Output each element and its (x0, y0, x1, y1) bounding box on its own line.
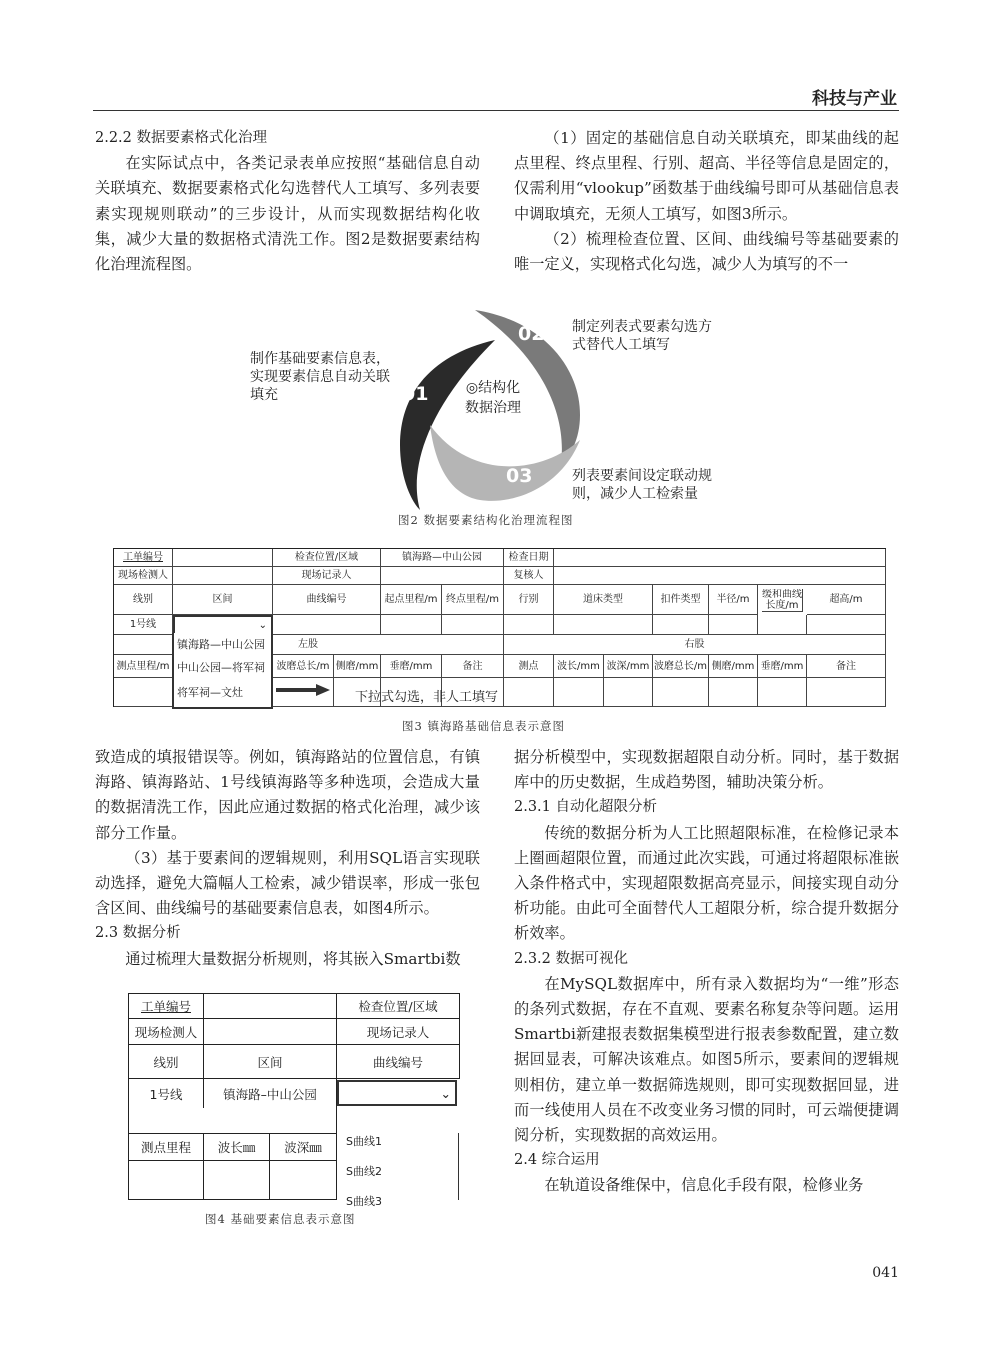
center-label: ◎结构化 数据治理 (465, 380, 521, 416)
cell: 镇海路—中山公园 (381, 549, 504, 567)
cell: 现场记录人 (336, 1018, 460, 1045)
curve-select[interactable]: ⌄ (337, 1080, 457, 1106)
arrow-right-icon (276, 683, 331, 697)
cell (114, 635, 173, 655)
cell: 线别 (128, 1044, 204, 1079)
cell (554, 567, 886, 585)
cell: 测点里程/m (114, 655, 173, 678)
cell (709, 678, 758, 707)
cell: 行别 (504, 585, 554, 615)
cell (807, 615, 886, 635)
cell (504, 615, 554, 635)
section-heading: 2.3.1 自动化超限分析 (514, 799, 658, 816)
bottom-right-column (514, 745, 899, 1199)
cell (381, 567, 504, 585)
step-03-number: 03 (506, 465, 533, 487)
cell (554, 549, 886, 567)
cell: 备注 (807, 655, 886, 678)
cell (203, 1018, 337, 1045)
cell: 起点里程/m (381, 585, 442, 615)
paragraph: （3）基于要素间的逻辑规则，利用SQL语言实现联动选择，避免大篇幅人工检索，减少错误率，形成一张包含区间、曲线编号的基础要素信息表，如图4所示。 (95, 848, 480, 918)
section-heading: 2.3.2 数据可视化 (514, 950, 629, 967)
cell: 曲线编号 (336, 1044, 460, 1079)
dropdown-note: 下拉式勾选，非人工填写 (355, 690, 499, 705)
figure-4-caption: 图4 基础要素信息表示意图 (205, 1212, 356, 1226)
cell (709, 615, 758, 635)
cell: 波长/mm (554, 655, 604, 678)
cell: 现场记录人 (273, 567, 381, 585)
section-select[interactable]: ⌄ (173, 615, 273, 635)
step-01-text: 制作基础要素信息表，实现要素信息自动关联填充 (250, 351, 390, 403)
cell: 曲线编号 (273, 585, 381, 615)
cell: 检查位置/区域 (336, 993, 460, 1019)
paragraph: （2）梳理检查位置、区间、曲线编号等基础要素的唯一定义，实现格式化勾选，减少人为填写的不一 (514, 229, 899, 274)
cell: 复核人 (504, 567, 554, 585)
cell: 道床类型 (554, 585, 653, 615)
paragraph: （1）固定的基础信息自动关联填充，即某曲线的起点里程、终点里程、行别、超高、半径等信息是固定的，仅需利用“vlookup”函数基于曲线编号即可从基础信息表中调取填充，无须人工填写，如图3所示。 (514, 129, 899, 223)
paragraph: 在实际试点中，各类记录表单应按照“基础信息自动关联填充、数据要素格式化勾选替代人工填写、多列表要素实现规则联动”的三步设计，从而实现数据结构化收集，减少大量的数据格式清洗工作。图2是数据要素结构化治理流程图。 (95, 154, 480, 274)
cell: 波磨总长/m (273, 655, 334, 678)
step-02-number: 02 (518, 323, 545, 345)
paragraph: 致造成的填报错误等。例如，镇海路站的位置信息，有镇海路、镇海路站、1号线镇海路等多种选项，会造成大量的数据清洗工作，因此应通过数据的格式化治理，减少该部分工作量。 (95, 748, 480, 842)
cell: 右股 (504, 635, 886, 655)
step-03-text: 列表要素间设定联动规则，减少人工检索量 (572, 468, 712, 502)
cell (554, 678, 604, 707)
dropdown-option[interactable]: S曲线2 (346, 1165, 382, 1178)
curve-dropdown-list (346, 1125, 382, 1218)
paragraph: 据分析模型中，实现数据超限自动分析。同时，基于数据库中的历史数据，生成趋势图，辅助决策分析。 (514, 748, 899, 792)
cell: 镇海路–中山公园 (203, 1078, 337, 1109)
cell (128, 1160, 204, 1200)
cell (758, 615, 807, 635)
figure-3-caption: 图3 镇海路基础信息表示意图 (402, 719, 565, 733)
dropdown-option[interactable]: 将军祠—文灶 (177, 686, 243, 699)
cell (758, 678, 807, 707)
top-right-column (514, 126, 899, 277)
cell (554, 615, 653, 635)
paragraph: 通过梳理大量数据分析规则，将其嵌入Smartbi数 (125, 949, 461, 968)
cell (381, 615, 442, 635)
dropdown-option[interactable]: S曲线3 (346, 1195, 382, 1208)
section-heading: 2.3 数据分析 (95, 925, 181, 942)
cell (807, 678, 886, 707)
cell (203, 1160, 270, 1200)
step-01-number: 01 (402, 383, 429, 405)
page-number: 041 (872, 1265, 899, 1281)
cell: 备注 (442, 655, 504, 678)
cell: 半径/m (709, 585, 758, 615)
cell (604, 678, 653, 707)
cell (173, 567, 273, 585)
cell (442, 615, 504, 635)
bottom-left-column (95, 745, 480, 972)
section-heading: 2.2.2 数据要素格式化治理 (95, 130, 268, 146)
cell: 检查日期 (504, 549, 554, 567)
cell: 波长㎜ (203, 1133, 270, 1161)
paragraph: 传统的数据分析为人工比照超限标准，在检修记录本上圈画超限位置，而通过此次实践，可通过将超限标准嵌入条件格式中，实现超限数据高亮显示，间接实现自动分析功能。由此可全面替代人工超限分析，综合提升数据分析效率。 (514, 823, 899, 943)
cell: 左股 (273, 635, 504, 655)
cell: 侧磨/mm (334, 655, 381, 678)
cell: 现场检测人 (128, 1018, 204, 1045)
cell (273, 615, 381, 635)
cell (653, 678, 709, 707)
dropdown-option[interactable]: 镇海路—中山公园 (177, 638, 265, 651)
cell: 工单编号 (128, 993, 204, 1019)
cell: 垂磨/mm (381, 655, 442, 678)
cell: 测点里程 (128, 1133, 204, 1161)
cell: 检查位置/区域 (273, 549, 381, 567)
cell: 线别 (114, 585, 173, 615)
cell: 侧磨/mm (709, 655, 758, 678)
cell (504, 678, 554, 707)
cell (128, 1108, 337, 1134)
paragraph: 在轨道设备维保中，信息化手段有限，检修业务 (544, 1176, 864, 1195)
cell: 扣件类型 (653, 585, 709, 615)
top-left-column (95, 126, 480, 277)
dropdown-option[interactable]: 中山公园—将军祠 (177, 661, 265, 674)
cell: 波深㎜ (269, 1133, 337, 1161)
cell: 波深/mm (604, 655, 653, 678)
cell (269, 1160, 337, 1200)
cell: 1号线 (128, 1078, 204, 1109)
dropdown-option[interactable]: S曲线1 (346, 1135, 382, 1148)
cell: 测点 (504, 655, 554, 678)
cell: 现场检测人 (114, 567, 173, 585)
cell: 1号线 (114, 615, 173, 635)
cell: 缓和曲线长度/m (762, 588, 802, 611)
divider (458, 1133, 459, 1200)
figure-2-caption: 图2 数据要素结构化治理流程图 (398, 513, 574, 527)
cell: 区间 (203, 1044, 337, 1079)
cell: 终点里程/m (442, 585, 504, 615)
header-rule (93, 110, 899, 111)
step-02-text: 制定列表式要素勾选方式替代人工填写 (572, 319, 712, 353)
cell: 超高/m (807, 585, 886, 615)
cell (653, 615, 709, 635)
journal-section-header: 科技与产业 (812, 89, 897, 109)
paragraph: 在MySQL数据库中，所有录入数据均为“一维”形态的条列式数据，存在不直观、要素名称复杂等问题。运用Smartbi新建报表数据集模型进行报表参数配置，建立数据回显表，可解决该难点。如图5所示，要素间的逻辑规则相仿，建立单一数据筛选规则，即可实现数据回显，进而一线使用人员在不改变业务习惯的同时，可云端便捷调阅分析，实现数据的高效运用。 (514, 974, 899, 1145)
section-heading: 2.4 综合运用 (514, 1152, 600, 1169)
blade-03 (430, 425, 580, 501)
cell (203, 993, 337, 1019)
cell (114, 678, 173, 707)
cell (173, 549, 273, 567)
cell: 垂磨/mm (758, 655, 807, 678)
cell: 工单编号 (114, 549, 173, 567)
section-dropdown-list (172, 633, 273, 709)
cell: 区间 (173, 585, 273, 615)
cell: 波磨总长/m (653, 655, 709, 678)
